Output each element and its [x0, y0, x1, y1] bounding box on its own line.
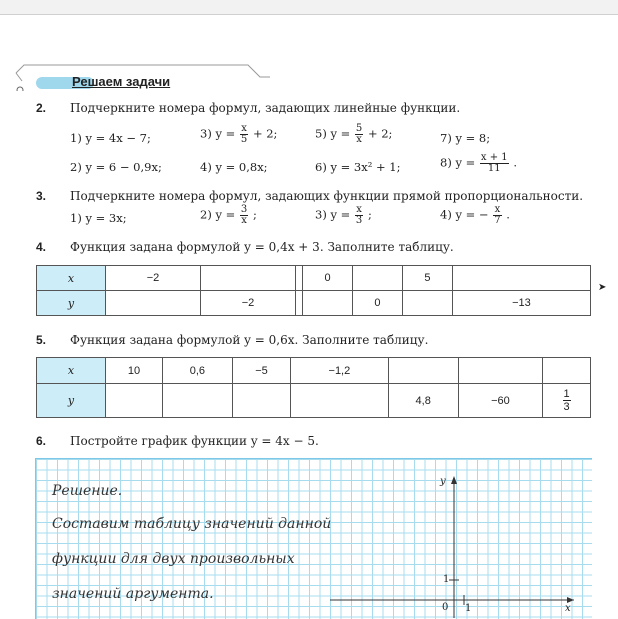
formula-2-3-right: + 2; — [252, 126, 278, 141]
table-cell[interactable]: −2 — [106, 266, 201, 291]
formula-2-8-right: . — [513, 155, 517, 170]
table-cell[interactable]: 0 — [353, 291, 403, 316]
formula-2-5-right: + 2; — [367, 126, 393, 141]
formula-3-2-right: ; — [252, 207, 257, 222]
task-2-text: Подчеркните номера формул, задающих линейные функции. — [70, 101, 461, 115]
arrow-mark: ➤ — [598, 282, 607, 293]
table-cell[interactable]: 0,6 — [162, 358, 232, 384]
formula-3-3-left: 3) y = — [315, 207, 351, 222]
solution-line: функции для двух произвольных — [52, 551, 295, 567]
task-2-number: 2. — [36, 101, 47, 115]
task-3-number: 3. — [36, 189, 47, 203]
table-cell[interactable]: −5 — [232, 358, 290, 384]
denominator: 3 — [563, 401, 570, 413]
numerator: 5 — [355, 123, 363, 134]
row-label-y: y — [37, 384, 106, 418]
denominator: x — [241, 215, 247, 226]
solution-line: Составим таблицу значений данной — [52, 516, 332, 532]
axis-label-y: y — [440, 476, 446, 487]
y-axis-arrow-icon — [451, 476, 457, 484]
denominator: 5 — [240, 134, 248, 145]
numerator: 3 — [240, 204, 248, 215]
formula-2-8-left: 8) y = — [440, 155, 476, 170]
table-cell[interactable]: −13 — [452, 291, 590, 316]
formula-3-4-left: 4) y = − — [440, 207, 489, 222]
table-cell[interactable]: 4,8 — [388, 384, 458, 418]
task-4-text: Функция задана формулой y = 0,4x + 3. Заполните таблицу. — [70, 240, 454, 254]
task-6-text: Постройте график функции y = 4x − 5. — [70, 434, 319, 448]
task-5-number: 5. — [36, 333, 47, 347]
formula-2-3-left: 3) y = — [200, 126, 236, 141]
numerator: x — [356, 204, 362, 215]
row-label-x: x — [37, 358, 106, 384]
tick-label-y-1: 1 — [443, 574, 450, 585]
row-label-y: y — [37, 291, 106, 316]
table-cell[interactable]: −1,2 — [291, 358, 389, 384]
task-6-number: 6. — [36, 434, 47, 448]
formula-2-4: 4) y = 0,8x; — [200, 160, 268, 174]
formula-3-1: 1) y = 3x; — [70, 211, 127, 225]
formula-2-6: 6) y = 3x² + 1; — [315, 160, 401, 174]
numerator: 1 — [563, 388, 570, 400]
solution-line: Решение. — [52, 483, 123, 499]
table-cell[interactable]: 5 — [402, 266, 452, 291]
section-title: Решаем задачи — [72, 74, 171, 89]
denominator: 7 — [494, 215, 501, 226]
table-cell[interactable]: −60 — [458, 384, 543, 418]
formula-3-3-right: ; — [367, 207, 372, 222]
numerator: x — [494, 204, 501, 215]
task-5-text: Функция задана формулой y = 0,6x. Заполните таблицу. — [70, 333, 429, 347]
table-cell[interactable]: 0 — [303, 266, 353, 291]
numerator: x — [241, 123, 247, 134]
table-cell[interactable]: −2 — [201, 291, 296, 316]
task-3-text: Подчеркните номера формул, задающих функции прямой пропорциональности. — [70, 189, 584, 203]
denominator: 3 — [355, 215, 363, 226]
table-cell[interactable]: 10 — [106, 358, 163, 384]
origin-label: 0 — [442, 602, 449, 613]
formula-2-7: 7) y = 8; — [440, 131, 491, 145]
formula-2-5-left: 5) y = — [315, 126, 351, 141]
axis-label-x: x — [565, 603, 571, 614]
formula-3-2-left: 2) y = — [200, 207, 236, 222]
formula-3-4-right: . — [506, 207, 510, 222]
solution-line: значений аргумента. — [52, 586, 214, 602]
formula-2-2: 2) y = 6 − 0,9x; — [70, 160, 162, 174]
numerator: x + 1 — [480, 152, 508, 163]
denominator: 11 — [487, 163, 501, 174]
denominator: x — [356, 134, 362, 145]
tick-label-x-1: 1 — [465, 603, 472, 614]
task-4-number: 4. — [36, 240, 47, 254]
formula-2-1: 1) y = 4x − 7; — [70, 131, 151, 145]
row-label-x: x — [37, 266, 106, 291]
